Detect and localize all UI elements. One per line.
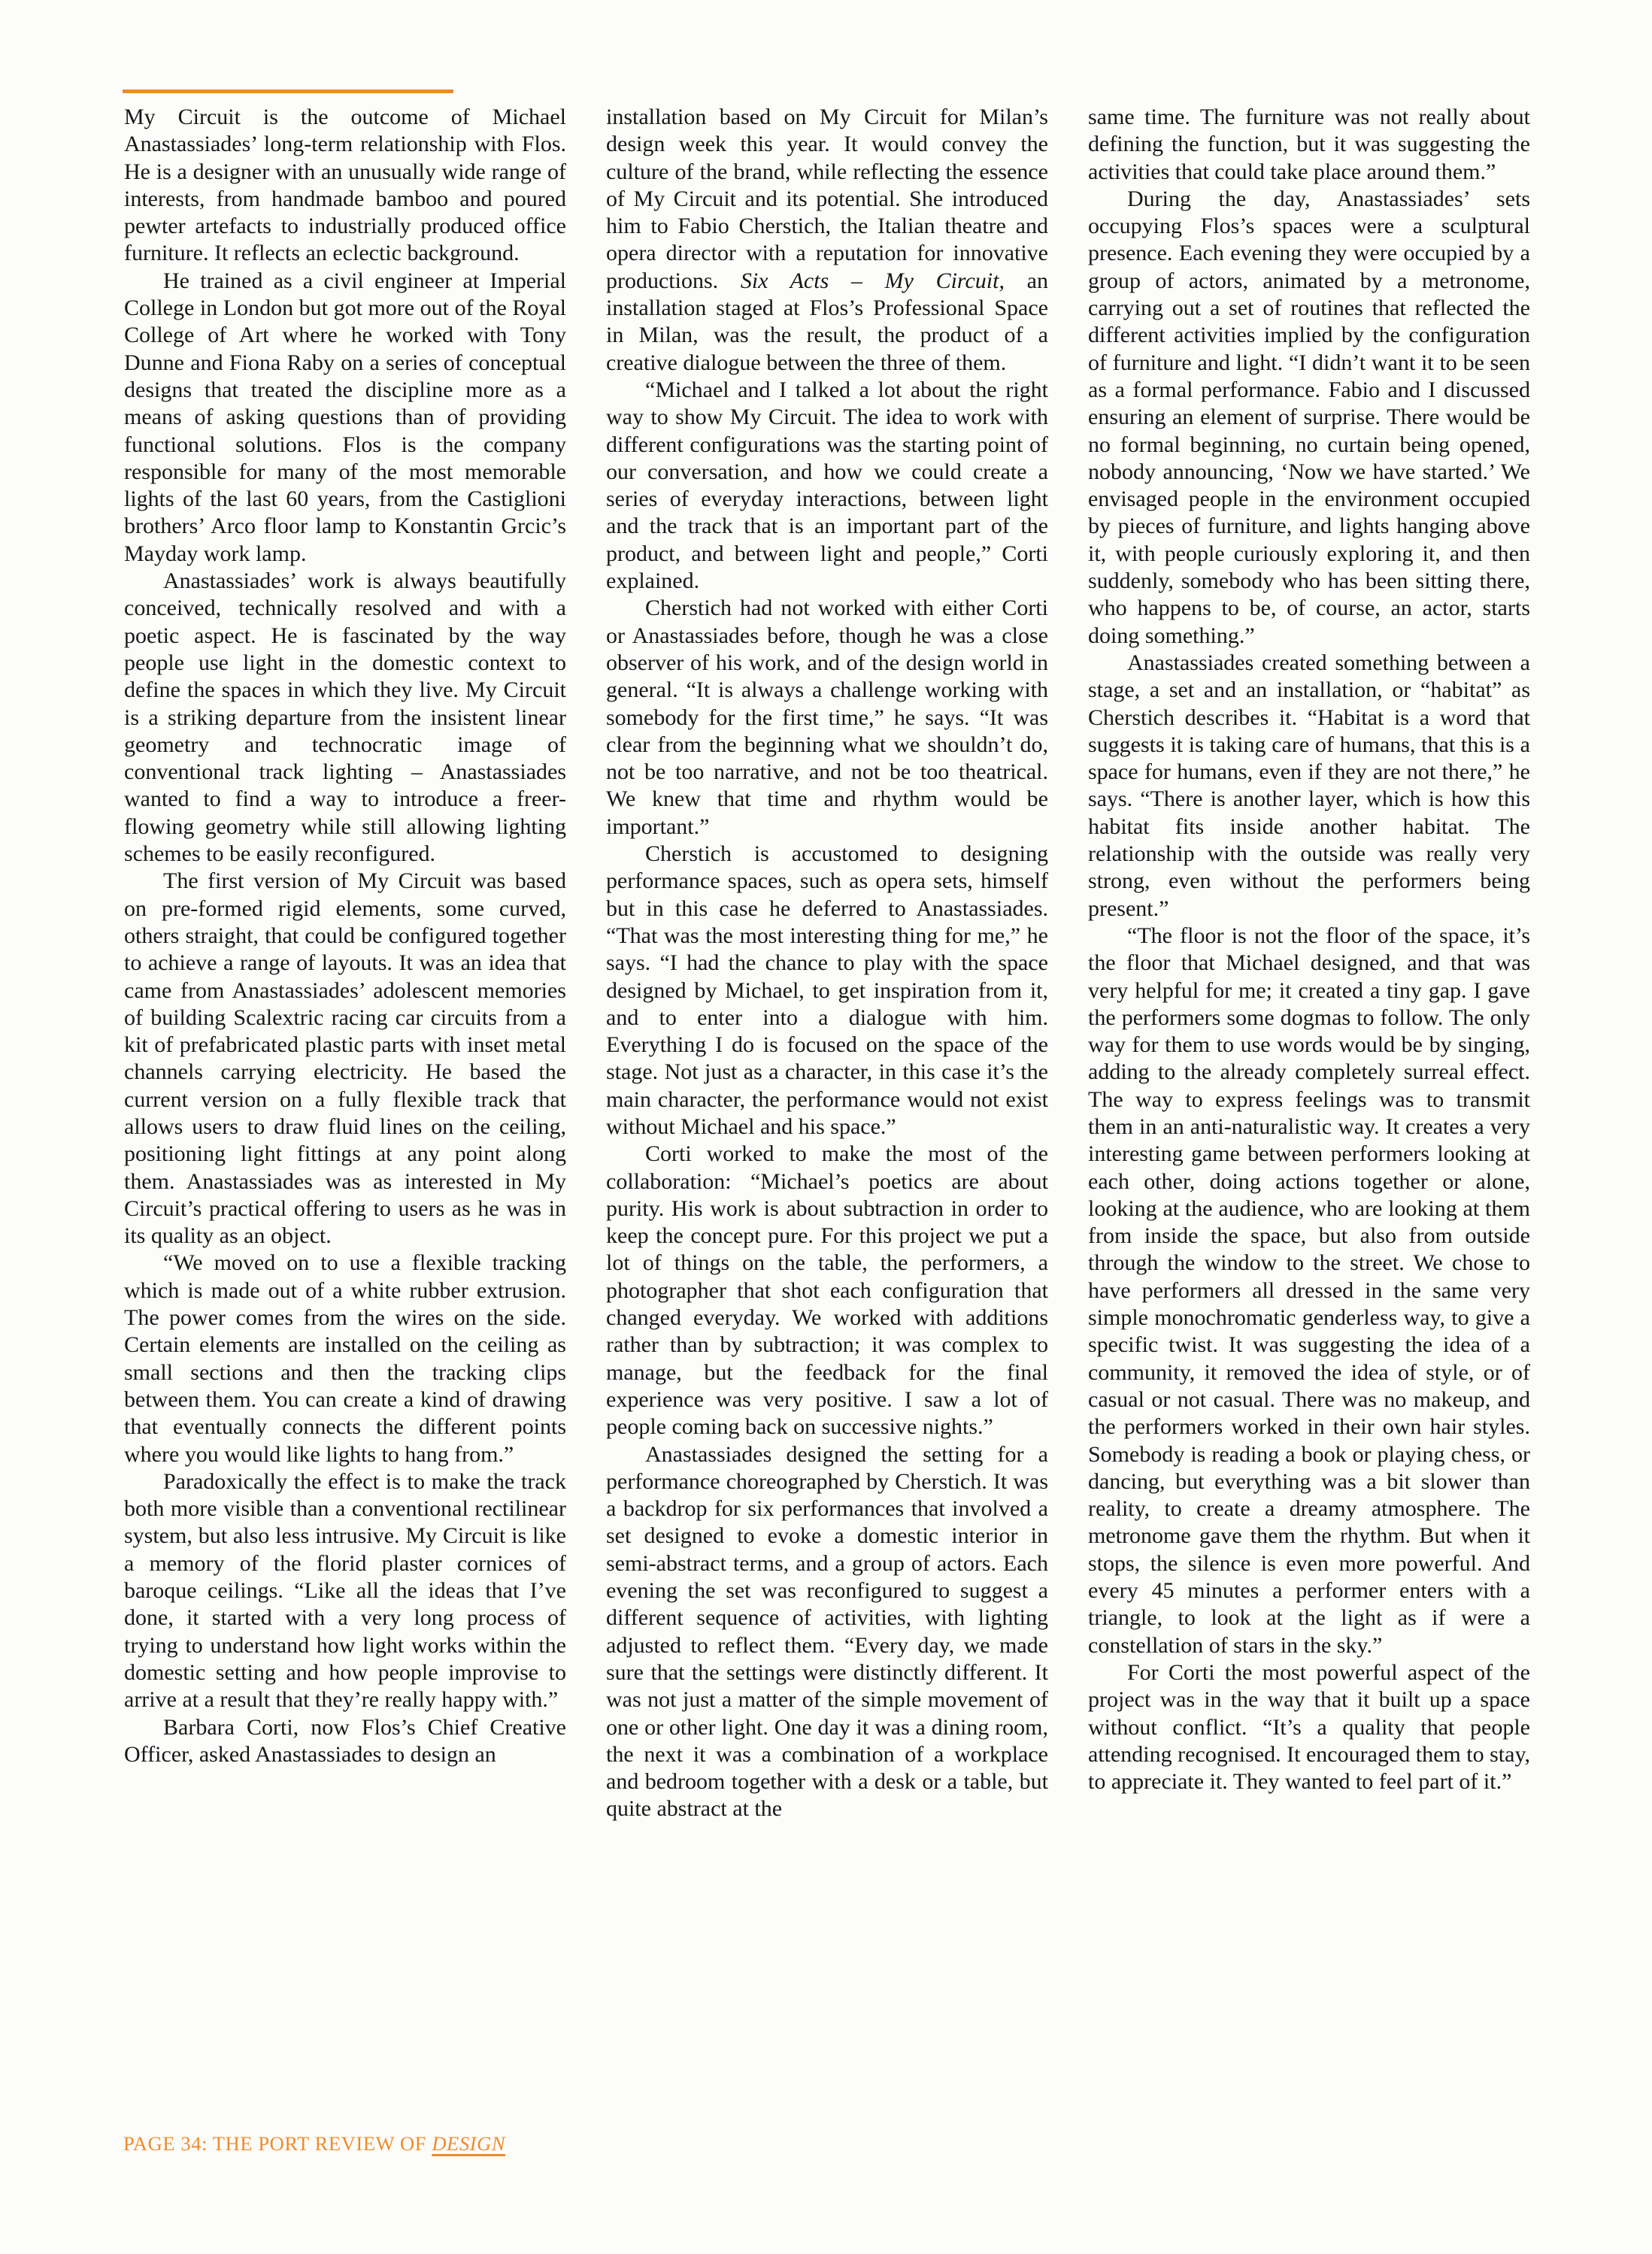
text-run: Paradoxically the effect is to make the track both more visible than a conventional rectilinear system, but also less intrusive. My Circuit is like a memory of the florid plaster cornices of baroque ceilings. “Like all the ideas that I’ve done, it started with a very long process of trying to understand how light works within the domestic setting and how people improvise to arrive at a result that they’re really happy with.” (124, 1468, 566, 1713)
article-paragraph (124, 1714, 566, 1769)
text-run: an installation staged at Flos’s Professional Space in Milan, was the result, the product of a creative dialogue between the three of them. (606, 268, 1048, 375)
text-run: For Corti the most powerful aspect of the project was in the way that it built up a space without conflict. “It’s a quality that people attending recognised. It encouraged them to stay, to appreciate it. They wanted to feel part of it.” (1088, 1659, 1530, 1795)
text-run: “We moved on to use a flexible tracking which is made out of a white rubber extrusion. The power comes from the wires on the side. Certain elements are installed on the ceiling as small sections and then the tracking clips between them. You can create a kind of drawing that eventually connects the different points where you would like lights to hang from.” (124, 1250, 566, 1467)
footer-brand: DESIGN (432, 2132, 506, 2155)
article-paragraph (124, 268, 566, 568)
text-run: “The floor is not the floor of the space, it’s the floor that Michael designed, and that was very helpful for me; it created a tiny gap. I gave the performers some dogmas to follow. The only way for them to use words would be by singing, adding to the already completely surreal effect. The way to express feelings was to transmit them in an anti-naturalistic way. It creates a very interesting game between performers looking at each other, doing actions together or alone, looking at the audience, who are looking at them from inside the space, but also from outside through the window to the street. We chose to have performers all dressed in the same very simple monochromatic genderless way, to give a specific twist. It was suggesting the idea of a community, it removed the idea of style, or of casual or not casual. There was no makeup, and the performers worked in their own hair styles. Somebody is reading a book or playing chess, or dancing, but everything was a bit slower than reality, to create a dreamy atmosphere. The metronome gave them the rhythm. But when it stops, the silence is even more powerful. And every 45 minutes a performer enters with a triangle, to look at the light as if were a constellation of stars in the sky.” (1088, 923, 1530, 1658)
article-body (124, 104, 1530, 1823)
page-footer (123, 2132, 505, 2156)
article-paragraph (1088, 1659, 1530, 1795)
article-column-3 (1088, 104, 1530, 1823)
article-paragraph (606, 1141, 1048, 1441)
article-paragraph (124, 1468, 566, 1714)
article-paragraph (1088, 923, 1530, 1659)
text-run: Cherstich had not worked with either Corti or Anastassiades before, though he was a close observer of his work, and of the design world in general. “It is always a challenge working with somebody for the first time,” he says. “It was clear from the beginning what we shouldn’t do, not be too narrative, and not be too theatrical. We knew that time and rhythm would be important.” (606, 595, 1048, 839)
article-paragraph (606, 377, 1048, 595)
text-run: same time. The furniture was not really about defining the function, but it was suggesting the activities that could take place around them.” (1088, 105, 1530, 184)
text-run: installation based on My Circuit for Milan’s design week this year. It would convey the culture of the brand, while reflecting the essence of My Circuit and its potential. She introduced him to Fabio Cherstich, the Italian theatre and opera director with a reputation for innovative productions. (606, 105, 1048, 293)
article-paragraph (606, 104, 1048, 377)
text-run: “Michael and I talked a lot about the right way to show My Circuit. The idea to work with different configurations was the starting point of our conversation, and how we could create a series of everyday interactions, between light and the track that is an important part of the product, and between light and people,” Corti explained. (606, 377, 1048, 594)
article-paragraph (606, 841, 1048, 1141)
text-run: He trained as a civil engineer at Imperial College in London but got more out of the Royal College of Art where he worked with Tony Dunne and Fiona Raby on a series of conceptual designs that treated the discipline more as a means of asking questions than of providing functional solutions. Flos is the company responsible for many of the most memorable lights of the last 60 years, from the Castiglioni brothers’ Arco floor lamp to Konstantin Grcic’s Mayday work lamp. (124, 268, 566, 566)
text-run: Anastassiades created something between a stage, a set and an installation, or “habitat” as Cherstich describes it. “Habitat is a word that suggests it is taking care of humans, that this is a space for humans, even if they are not there,” he says. “There is another layer, which is how this habitat fits inside another habitat. The relationship with the outside was really very strong, even without the performers being present.” (1088, 650, 1530, 921)
text-run: My Circuit is the outcome of Michael Anastassiades’ long-term relationship with Flos. He is a designer with an unusually wide range of interests, from handmade bamboo and poured pewter artefacts to industrially produced office furniture. It reflects an eclectic background. (124, 105, 566, 266)
article-paragraph (606, 1441, 1048, 1823)
text-run: The first version of My Circuit was based on pre-formed rigid elements, some curved, others straight, that could be configured together to achieve a range of layouts. It was an idea that came from Anastassiades’ adolescent memories of building Scalextric racing car circuits from a kit of prefabricated plastic parts with inset metal channels carrying electricity. He based the current version on a fully flexible track that allows users to draw fluid lines on the ceiling, positioning light fittings at any point along them. Anastassiades was as interested in My Circuit’s practical offering to users as he was in its quality as an object. (124, 868, 566, 1249)
article-paragraph (606, 595, 1048, 841)
text-run: Barbara Corti, now Flos’s Chief Creative Officer, asked Anastassiades to design an (124, 1714, 566, 1767)
article-column-1 (124, 104, 566, 1823)
article-paragraph (124, 104, 566, 268)
text-run: Cherstich is accustomed to designing performance spaces, such as opera sets, himself but in this case he deferred to Anastassiades. “That was the most interesting thing for me,” he says. “I had the chance to play with the space designed by Michael, to get inspiration from it, and to enter into a dialogue with him. Everything I do is focused on the space of the stage. Not just as a character, in this case it’s the main character, the performance would not exist without Michael and his space.” (606, 841, 1048, 1139)
article-column-2 (606, 104, 1048, 1823)
article-paragraph (124, 568, 566, 868)
text-run: Anastassiades’ work is always beautifully conceived, technically resolved and with a poetic aspect. He is fascinated by the way people use light in the domestic context to define the spaces in which they live. My Circuit is a striking departure from the insistent linear geometry and technocratic image of conventional track lighting – Anastassiades wanted to find a way to introduce a freer-flowing geometry while still allowing lighting schemes to be easily reconfigured. (124, 568, 566, 867)
text-run: During the day, Anastassiades’ sets occupying Flos’s spaces were a sculptural presence. Each evening they were occupied by a group of actors, animated by a metronome, carrying out a set of routines that reflected the different activities implied by the configuration of furniture and light. “I didn’t want it to be seen as a formal performance. Fabio and I discussed ensuring an element of surprise. There would be no formal beginning, no curtain being opened, nobody announcing, ‘Now we have started.’ We envisaged people in the environment occupied by pieces of furniture, and lights hanging above it, with people curiously exploring it, and then suddenly, somebody who has been sitting there, who happens to be, of course, an actor, starts doing something.” (1088, 186, 1530, 648)
article-paragraph (124, 1250, 566, 1468)
article-paragraph (124, 868, 566, 1250)
text-run: Anastassiades designed the setting for a performance choreographed by Cherstich. It was a backdrop for six performances that involved a set designed to evoke a domestic interior in semi-abstract terms, and a group of actors. Each evening the set was reconfigured to suggest a different sequence of activities, with lighting adjusted to reflect them. “Every day, we made sure that the settings were distinctly different. It was not just a matter of the simple movement of one or other light. One day it was a dining room, the next it was a combination of a workplace and bedroom together with a desk or a table, but quite abstract at the (606, 1441, 1048, 1822)
footer-text: PAGE 34: THE PORT REVIEW OF (123, 2132, 432, 2155)
top-rule (123, 89, 453, 93)
article-paragraph (1088, 186, 1530, 650)
text-run: Corti worked to make the most of the collaboration: “Michael’s poetics are about purity. His work is about subtraction in order to keep the concept pure. For this project we put a lot of things on the table, the performers, a photographer that shot each configuration that changed everyday. We worked with additions rather than by subtraction; it was complex to manage, but the feedback for the final experience was very positive. I saw a lot of people coming back on successive nights.” (606, 1141, 1048, 1440)
article-paragraph (1088, 104, 1530, 186)
italic-run: Six Acts – My Circuit, (740, 268, 1005, 293)
article-paragraph (1088, 650, 1530, 923)
